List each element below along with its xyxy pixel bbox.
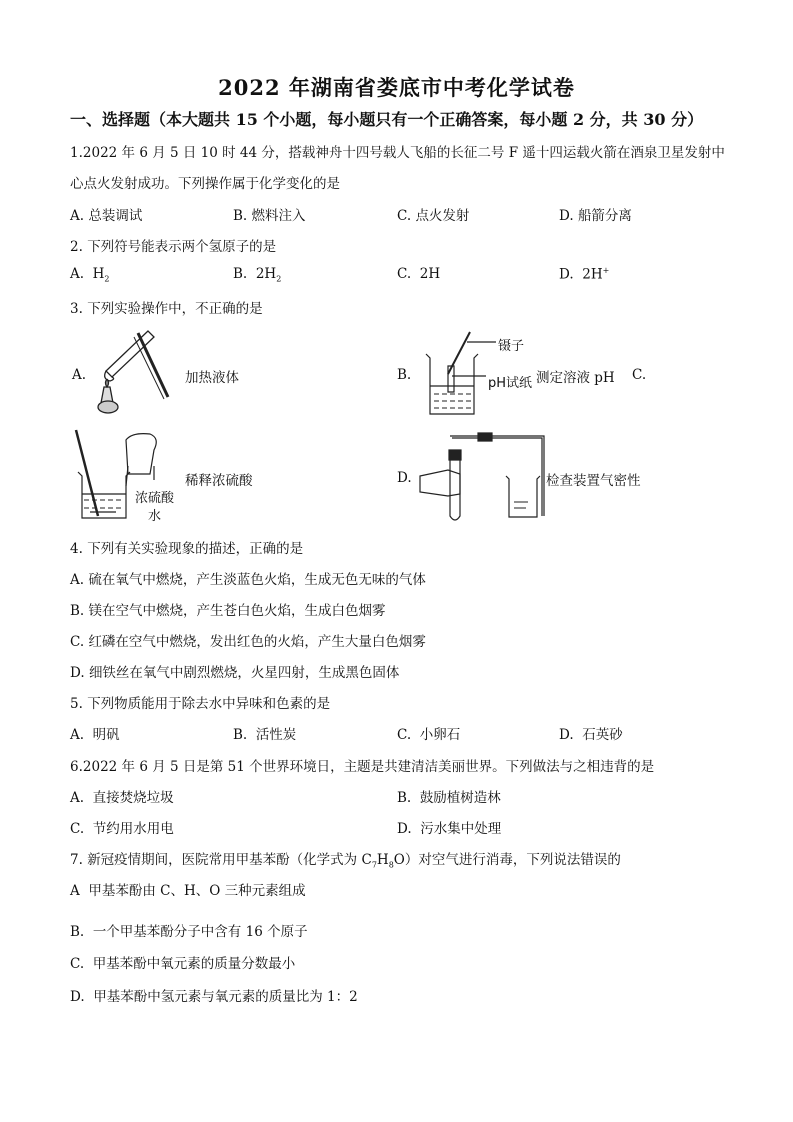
dilute-acid-diagram — [70, 428, 180, 523]
question-stem: 7. 新冠疫情期间，医院常用甲基苯酚（化学式为 $C_7H_8O$）对空气进行消毒，下列说法错误的 — [70, 852, 621, 870]
option-a-caption: 加热液体 — [185, 370, 239, 386]
option-d[interactable]: D. 污水集中处理 — [397, 821, 502, 837]
ph-paper-label: pH试纸 — [488, 376, 533, 391]
option-a-letter[interactable]: A. — [72, 367, 87, 383]
section-heading: 一、选择题（本大题共 15 个小题，每小题只有一个正确答案，每小题 2 分，共 30 分） — [70, 110, 704, 129]
question-stem-line2: 心点火发射成功。下列操作属于化学变化的是 — [70, 176, 340, 192]
page-title: 2022 年湖南省娄底市中考化学试卷 — [218, 75, 575, 100]
option-d-caption: 检查装置气密性 — [546, 473, 641, 489]
option-b[interactable]: B. $2H_2$ — [233, 266, 282, 284]
option-a[interactable]: A. 直接焚烧垃圾 — [70, 790, 174, 806]
question-stem: 3. 下列实验操作中，不正确的是 — [70, 301, 263, 317]
option-b-letter[interactable]: B. — [397, 367, 412, 383]
option-b[interactable]: B. 镁在空气中燃烧，产生苍白色火焰，生成白色烟雾 — [70, 603, 386, 619]
option-d-letter[interactable]: D. — [397, 470, 412, 486]
option-d[interactable]: D. 甲基苯酚中氢元素与氧元素的质量比为 1：2 — [70, 989, 358, 1005]
option-d[interactable]: D. 2H+ — [559, 266, 610, 283]
option-b[interactable]: B. 燃料注入 — [233, 208, 306, 224]
question-stem: 6.2022 年 6 月 5 日是第 51 个世界环境日，主题是共建清洁美丽世界。下列做法与之相违背的是 — [70, 759, 655, 775]
airtightness-diagram — [420, 430, 550, 525]
option-a[interactable]: A. 总装调试 — [70, 208, 143, 224]
tweezers-label: 镊子 — [498, 339, 525, 354]
question-number: 1. — [70, 145, 83, 161]
option-a[interactable]: A 甲基苯酚由 C、H、O 三种元素组成 — [70, 883, 306, 899]
heating-liquid-diagram — [90, 327, 180, 417]
option-a[interactable]: A. 硫在氧气中燃烧，产生淡蓝色火焰，生成无色无味的气体 — [70, 572, 426, 588]
water-label: 水 — [148, 509, 162, 524]
option-b[interactable]: B. 活性炭 — [233, 727, 297, 743]
option-b[interactable]: B. 鼓励植树造林 — [397, 790, 501, 806]
option-c[interactable]: C. 小卵石 — [397, 727, 461, 743]
option-a[interactable]: A. 明矾 — [70, 727, 120, 743]
option-c-caption: 稀释浓硫酸 — [185, 473, 253, 489]
question-stem: 1.2022 年 6 月 5 日 10 时 44 分，搭载神舟十四号载人飞船的长征二号 F 遥十四运载火箭在酒泉卫星发射中 — [70, 145, 725, 161]
question-stem: 2. 下列符号能表示两个氢原子的是 — [70, 239, 277, 255]
option-b-caption: 测定溶液 pH — [536, 370, 615, 386]
conc-acid-label: 浓硫酸 — [135, 491, 175, 506]
option-d[interactable]: D. 细铁丝在氧气中剧烈燃烧，火星四射，生成黑色固体 — [70, 665, 400, 681]
option-c[interactable]: C. 甲基苯酚中氧元素的质量分数最小 — [70, 956, 296, 972]
option-b[interactable]: B. 一个甲基苯酚分子中含有 16 个原子 — [70, 924, 308, 940]
question-stem: 5. 下列物质能用于除去水中异味和色素的是 — [70, 696, 331, 712]
option-c[interactable]: C. 红磷在空气中燃烧，发出红色的火焰，产生大量白色烟雾 — [70, 634, 426, 650]
option-d[interactable]: D. 石英砂 — [559, 727, 623, 743]
option-c[interactable]: C. 点火发射 — [397, 208, 470, 224]
question-stem: 4. 下列有关实验现象的描述，正确的是 — [70, 541, 304, 557]
option-a[interactable]: A. $H_2$ — [70, 266, 110, 284]
option-c-letter[interactable]: C. — [632, 367, 647, 383]
option-d[interactable]: D. 船箭分离 — [559, 208, 632, 224]
option-c[interactable]: C. 2H — [397, 266, 441, 282]
option-c[interactable]: C. 节约用水用电 — [70, 821, 174, 837]
